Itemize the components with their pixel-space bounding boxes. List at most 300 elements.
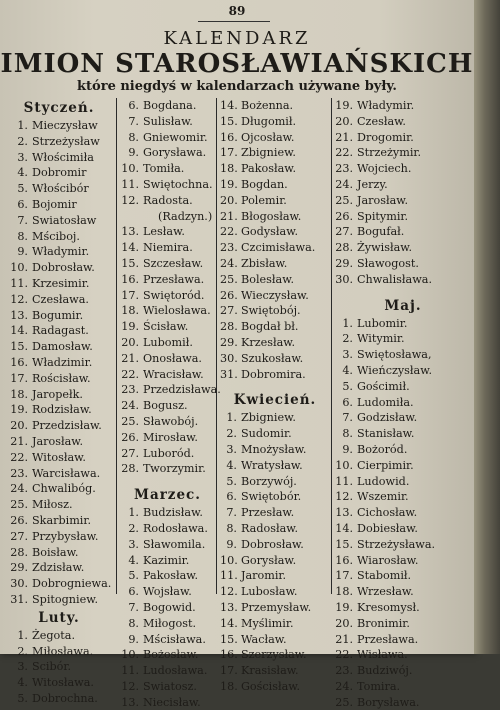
name-text: Bożosław. — [143, 648, 199, 662]
name-entry — [120, 537, 215, 553]
name-text: Sudomir. — [241, 427, 292, 441]
day-number: 14. — [10, 324, 28, 338]
day-number: 23. — [121, 383, 139, 397]
day-number: 26. — [121, 430, 139, 444]
name-entry — [4, 260, 114, 276]
name-text: Drogomir. — [357, 130, 414, 144]
name-text: Bogumir. — [32, 308, 84, 322]
name-text: Budziwój. — [357, 664, 413, 678]
name-text: Ludomiła. — [357, 395, 414, 409]
name-text: Kazimir. — [143, 553, 190, 567]
name-text: Dobrosław. — [241, 537, 304, 551]
name-text: Witosława. — [32, 676, 94, 690]
name-entry — [220, 505, 330, 521]
name-entry — [220, 663, 330, 679]
name-entry — [220, 458, 330, 474]
day-number: 2. — [128, 521, 139, 535]
name-text: Niemira. — [143, 241, 193, 255]
day-number: 2. — [17, 134, 28, 148]
name-text: Borzywój. — [241, 474, 297, 488]
day-number: 30. — [10, 577, 28, 591]
name-entry — [120, 177, 215, 193]
name-entry — [4, 165, 114, 181]
name-text: Wieczysław. — [241, 288, 309, 302]
name-text: Ludosława. — [143, 664, 208, 678]
day-number: 30. — [220, 351, 238, 365]
day-number: 19. — [121, 320, 139, 334]
name-entry — [220, 442, 330, 458]
name-entry — [335, 347, 471, 363]
name-text: Jarosław. — [32, 434, 84, 448]
name-entry — [220, 537, 330, 553]
name-text: Szukosław. — [241, 351, 304, 365]
name-text: Radosław. — [241, 521, 299, 535]
day-number: 29. — [10, 561, 28, 575]
day-number: 12. — [335, 490, 353, 504]
name-entry — [220, 521, 330, 537]
name-entry — [4, 387, 114, 403]
name-entry — [4, 181, 114, 197]
name-entry — [220, 288, 330, 304]
name-entry — [335, 458, 471, 474]
name-text: Władzimir. — [32, 355, 93, 369]
name-entry — [120, 224, 215, 240]
name-entry — [220, 647, 330, 663]
day-number: 20. — [335, 114, 353, 128]
name-entry — [335, 474, 471, 490]
name-entry — [335, 632, 471, 648]
name-entry — [335, 316, 471, 332]
day-number: 22. — [335, 146, 353, 160]
name-text: Swiatosław — [32, 213, 97, 227]
name-text: Rościsław. — [32, 371, 91, 385]
name-entry — [335, 410, 471, 426]
name-entry — [335, 568, 471, 584]
name-entry — [335, 489, 471, 505]
name-text: Swiętobój. — [241, 304, 301, 318]
name-entry — [335, 442, 471, 458]
name-text: Budzisław. — [143, 506, 203, 520]
day-number: 18. — [121, 304, 139, 318]
name-text: Chwalibóg. — [32, 482, 96, 496]
day-number: 25. — [10, 498, 28, 512]
name-text: Krasisław. — [241, 664, 299, 678]
day-number: 15. — [220, 114, 238, 128]
day-number: 10. — [220, 553, 238, 567]
name-entry — [120, 240, 215, 256]
name-text: Bożoród. — [357, 442, 408, 456]
day-number: 16. — [220, 648, 238, 662]
name-text: Luboród. — [143, 446, 195, 460]
name-text: Tomiła. — [143, 162, 185, 176]
name-entry — [220, 256, 330, 272]
name-entry — [4, 418, 114, 434]
name-entry — [220, 600, 330, 616]
name-text: Radagast. — [32, 324, 89, 338]
day-number: 24. — [335, 679, 353, 693]
name-text: Bogusz. — [143, 399, 188, 413]
day-number: 9. — [128, 632, 139, 646]
name-entry — [335, 363, 471, 379]
day-number: 14. — [335, 521, 353, 535]
name-text: Boisław. — [32, 545, 79, 559]
day-number: 4. — [17, 166, 28, 180]
name-text: Przesław. — [241, 506, 295, 520]
day-number: 16. — [10, 355, 28, 369]
name-entry — [4, 691, 114, 707]
day-number: 24. — [220, 256, 238, 270]
name-entry — [120, 679, 215, 695]
day-number: 6. — [226, 490, 237, 504]
name-entry — [220, 616, 330, 632]
day-number: 24. — [121, 399, 139, 413]
name-entry — [120, 505, 215, 521]
day-number: 9. — [342, 442, 353, 456]
day-number: 17. — [335, 569, 353, 583]
name-entry — [335, 145, 471, 161]
day-number: 18. — [10, 387, 28, 401]
name-entry — [220, 209, 330, 225]
month-spacer — [120, 477, 215, 485]
name-entry — [120, 193, 215, 209]
name-text: Czesława. — [32, 292, 89, 306]
name-text: Lesław. — [143, 225, 185, 239]
name-text: Mnożysław. — [241, 442, 307, 456]
day-number: 15. — [121, 256, 139, 270]
name-entry — [4, 497, 114, 513]
name-text: Chwalisława. — [357, 272, 433, 286]
day-number: 17. — [220, 146, 238, 160]
day-number: 18. — [335, 585, 353, 599]
page-number: 89 — [228, 4, 246, 18]
name-text: Wielosława. — [143, 304, 211, 318]
day-number: 21. — [10, 434, 28, 448]
name-entry — [120, 616, 215, 632]
name-text: Ojcosław. — [241, 130, 295, 144]
name-entry — [335, 240, 471, 256]
day-number: 21. — [121, 351, 139, 365]
name-text: Mieczysław — [32, 119, 98, 132]
name-entry — [120, 288, 215, 304]
name-text: Pakosław. — [143, 569, 199, 583]
name-text: Godysław. — [241, 225, 298, 239]
name-text: Myślimir. — [241, 616, 294, 630]
name-text: Bogdana. — [143, 99, 197, 112]
day-number: 25. — [335, 193, 353, 207]
day-number: 11. — [121, 664, 139, 678]
day-number: 17. — [10, 371, 28, 385]
day-number: 12. — [10, 292, 28, 306]
day-number: 5. — [17, 691, 28, 705]
name-entry — [220, 240, 330, 256]
name-text: Bojomir — [32, 197, 77, 211]
day-number: 12. — [220, 585, 238, 599]
day-number: 27. — [220, 304, 238, 318]
day-number: 1. — [17, 628, 28, 642]
day-number: 3. — [226, 442, 237, 456]
name-entry — [4, 513, 114, 529]
name-text: Wratysław. — [241, 458, 303, 472]
name-text: Borysława. — [357, 695, 420, 709]
name-entry — [335, 161, 471, 177]
name-entry — [335, 130, 471, 146]
column-divider — [116, 98, 117, 594]
day-number: 19. — [10, 403, 28, 417]
name-entry — [220, 224, 330, 240]
name-text: Spitymir. — [357, 209, 409, 223]
day-number: 15. — [10, 340, 28, 354]
name-text: Swiętobór. — [241, 490, 302, 504]
name-text: Onosława. — [143, 351, 202, 365]
name-entry — [4, 339, 114, 355]
name-entry — [4, 402, 114, 418]
name-text: Sławobój. — [143, 414, 199, 428]
day-number: 9. — [128, 146, 139, 160]
name-text: Mścisława. — [143, 632, 206, 646]
name-text: Zdzisław. — [32, 561, 85, 575]
name-entry — [4, 466, 114, 482]
month-heading: Maj. — [384, 297, 422, 314]
day-number: 10. — [121, 162, 139, 176]
name-entry — [4, 371, 114, 387]
name-text: Damosław. — [32, 340, 93, 354]
name-text: Stabomił. — [357, 569, 412, 583]
name-text: Stanisław. — [357, 427, 415, 441]
name-text: Spitogniew. — [32, 592, 99, 606]
day-number: 8. — [128, 616, 139, 630]
day-number: 10. — [335, 458, 353, 472]
day-number: 16. — [220, 130, 238, 144]
day-number: 10. — [10, 261, 28, 275]
day-number: 28. — [121, 462, 139, 476]
book-spine-edge — [474, 0, 500, 654]
name-text: Mirosław. — [143, 430, 198, 444]
name-text: Scibór. — [32, 660, 72, 674]
name-text: Wojciech. — [357, 162, 412, 176]
name-text: Błogosław. — [241, 209, 302, 223]
name-text: Dobrogniewa. — [32, 577, 112, 591]
day-number: 4. — [17, 676, 28, 690]
name-text: Zbisław. — [241, 256, 288, 270]
day-number: 26. — [335, 209, 353, 223]
day-number: 19. — [335, 99, 353, 112]
name-entry — [120, 553, 215, 569]
day-number: 16. — [335, 553, 353, 567]
name-entry — [335, 521, 471, 537]
name-entry — [120, 335, 215, 351]
name-text: Wisława. — [357, 648, 408, 662]
day-number: 22. — [121, 367, 139, 381]
month-heading: Luty. — [38, 609, 80, 626]
day-number: 15. — [335, 537, 353, 551]
name-entry — [120, 632, 215, 648]
name-entry — [335, 272, 471, 288]
name-text: Cierpimir. — [357, 458, 414, 472]
name-entry — [220, 351, 330, 367]
name-text: Lubosław. — [241, 585, 298, 599]
name-entry — [120, 521, 215, 537]
day-number: 23. — [10, 466, 28, 480]
name-text: Przedzisław. — [32, 419, 102, 433]
name-entry — [220, 426, 330, 442]
name-entry — [220, 335, 330, 351]
name-entry — [335, 426, 471, 442]
name-entry — [4, 675, 114, 691]
name-text: Gorysław. — [241, 553, 297, 567]
day-number: 8. — [128, 130, 139, 144]
name-text: Szerzysław. — [241, 648, 307, 662]
name-entry — [4, 150, 114, 166]
name-text: Tomira. — [357, 679, 401, 693]
name-entry — [335, 256, 471, 272]
name-entry — [120, 647, 215, 663]
day-number: 8. — [226, 521, 237, 535]
title-main: IMION STAROSŁAWIAŃSKICH — [0, 49, 474, 79]
name-entry — [120, 663, 215, 679]
name-text: Zbigniew. — [241, 411, 296, 425]
name-text: Jarosław. — [357, 193, 409, 207]
name-text: Czesław. — [357, 114, 406, 128]
name-entry — [4, 644, 114, 660]
name-text: Władymir. — [32, 245, 90, 259]
day-number: 5. — [342, 379, 353, 393]
name-text: Gniewomir. — [143, 130, 208, 144]
name-entry — [120, 351, 215, 367]
name-entry — [120, 398, 215, 414]
day-number: 9. — [17, 245, 28, 259]
day-number: 3. — [342, 348, 353, 362]
day-number: 13. — [335, 506, 353, 520]
name-text: Miłosz. — [32, 498, 73, 512]
name-text: Jerzy. — [357, 177, 388, 191]
name-text: Sławomila. — [143, 537, 206, 551]
name-text: Dobrosław. — [32, 261, 95, 275]
day-number: 25. — [121, 414, 139, 428]
name-text: Zbigniew. — [241, 146, 296, 160]
name-entry — [120, 319, 215, 335]
month-heading: Kwiecień. — [233, 392, 317, 409]
name-entry — [120, 695, 215, 710]
day-number: 6. — [128, 585, 139, 599]
day-number: 8. — [342, 427, 353, 441]
name-text: Gorysława. — [143, 146, 207, 160]
day-number: 1. — [128, 506, 139, 520]
name-entry — [120, 98, 215, 114]
name-text: Warcisława. — [32, 466, 101, 480]
day-number: 13. — [220, 600, 238, 614]
name-text: Ścisław. — [143, 320, 189, 334]
name-entry — [335, 584, 471, 600]
column-4 — [335, 98, 471, 710]
month-spacer — [220, 382, 330, 390]
name-entry — [4, 229, 114, 245]
day-number: 7. — [342, 411, 353, 425]
name-entry — [120, 145, 215, 161]
day-number: 26. — [10, 513, 28, 527]
name-text: Długomił. — [241, 114, 297, 128]
name-text: Rodzisław. — [32, 403, 92, 417]
name-text: Strzeżysława. — [357, 537, 436, 551]
name-text: Witymir. — [357, 332, 405, 346]
name-entry — [220, 584, 330, 600]
page-number-rule — [198, 21, 270, 22]
day-number: 31. — [10, 592, 28, 606]
name-entry — [4, 323, 114, 339]
day-number: 4. — [342, 363, 353, 377]
day-number: 20. — [220, 193, 238, 207]
name-text: Przemysław. — [241, 600, 312, 614]
name-entry — [220, 632, 330, 648]
name-text: Bogufał. — [357, 225, 405, 239]
day-number: 5. — [128, 569, 139, 583]
day-number: 22. — [10, 450, 28, 464]
name-text: Miłosława. — [32, 644, 94, 658]
column-1 — [4, 98, 114, 707]
day-number: 11. — [121, 177, 139, 191]
day-number: 14. — [121, 241, 139, 255]
day-number: 1. — [226, 411, 237, 425]
day-number: 3. — [128, 537, 139, 551]
name-text: Przesława. — [357, 632, 419, 646]
name-entry — [4, 434, 114, 450]
name-text: Skarbimir. — [32, 513, 92, 527]
day-number: 24. — [335, 177, 353, 191]
name-entry — [220, 272, 330, 288]
name-text: Dobromir — [32, 166, 87, 180]
name-entry — [220, 177, 330, 193]
day-number: 7. — [128, 600, 139, 614]
name-text: Krzesimir. — [32, 276, 90, 290]
day-number: 30. — [335, 272, 353, 286]
day-number: 17. — [121, 288, 139, 302]
name-entry — [335, 193, 471, 209]
name-entry — [4, 118, 114, 134]
name-text: Wracisław. — [143, 367, 204, 381]
title-subtitle: które niegdyś w kalendarzach używane były. — [77, 79, 397, 94]
name-text: Pakosław. — [241, 162, 297, 176]
name-entry — [4, 628, 114, 644]
day-number: 22. — [220, 225, 238, 239]
name-entry — [4, 659, 114, 675]
day-number: 4. — [226, 458, 237, 472]
name-entry — [120, 430, 215, 446]
day-number: 20. — [121, 335, 139, 349]
day-number: 11. — [335, 474, 353, 488]
month-heading: Styczeń. — [23, 100, 95, 116]
name-text: Włościbór — [32, 182, 89, 196]
day-number: 31. — [220, 367, 238, 381]
name-entry — [220, 130, 330, 146]
name-text: Radosta. — [143, 193, 193, 207]
name-entry — [335, 537, 471, 553]
name-entry — [220, 303, 330, 319]
day-number: 19. — [335, 600, 353, 614]
name-text: Żywisław. — [357, 241, 413, 255]
day-number: 27. — [121, 446, 139, 460]
name-text: Przybysław. — [32, 529, 99, 543]
name-text: Rodosława. — [143, 521, 208, 535]
day-number: 24. — [10, 482, 28, 496]
name-text: Ludowid. — [357, 474, 410, 488]
day-number: 26. — [220, 288, 238, 302]
column-divider — [216, 98, 217, 594]
name-text: Władymir. — [357, 99, 415, 112]
day-number: 22. — [335, 648, 353, 662]
name-text: Swiatosz. — [143, 679, 197, 693]
name-text: Swiętosława, — [357, 348, 432, 362]
name-entry — [220, 161, 330, 177]
day-number: 25. — [335, 695, 353, 709]
